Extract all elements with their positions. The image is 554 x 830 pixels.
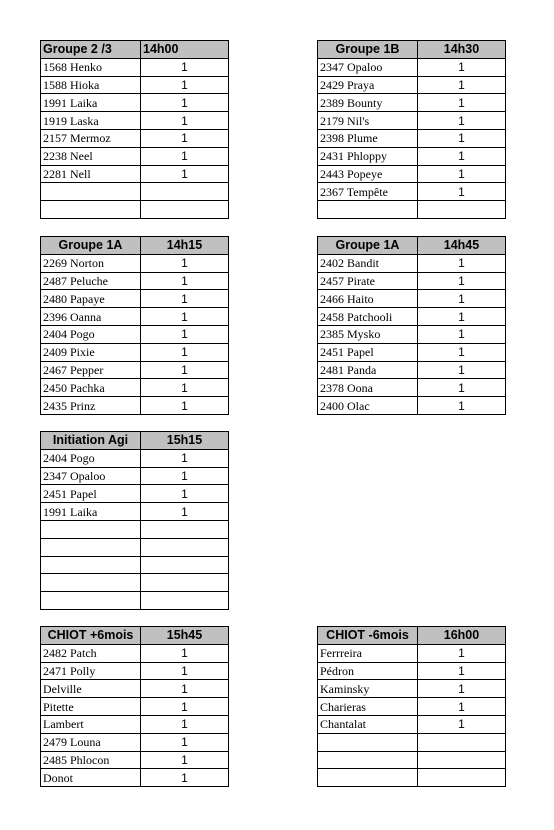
count-cell: 1 bbox=[141, 698, 229, 716]
table-row bbox=[318, 94, 506, 112]
table-row bbox=[41, 94, 229, 112]
dog-name-cell bbox=[41, 592, 141, 610]
count-cell: 1 bbox=[141, 397, 229, 415]
table-row bbox=[318, 76, 506, 94]
table-row bbox=[41, 485, 229, 503]
group-title: Groupe 1A bbox=[318, 237, 418, 255]
dog-name-cell bbox=[318, 751, 418, 769]
table-row bbox=[318, 290, 506, 308]
dog-name-cell: 2400 Olac bbox=[318, 397, 418, 415]
count-cell: 1 bbox=[141, 680, 229, 698]
table-row bbox=[318, 58, 506, 76]
group-title: CHIOT +6mois bbox=[41, 627, 141, 645]
count-cell bbox=[418, 201, 506, 219]
table-row bbox=[318, 112, 506, 130]
count-cell: 1 bbox=[418, 698, 506, 716]
table-row bbox=[41, 272, 229, 290]
count-cell bbox=[418, 751, 506, 769]
table-row bbox=[318, 183, 506, 201]
count-cell: 1 bbox=[418, 397, 506, 415]
table-row bbox=[318, 733, 506, 751]
count-cell: 1 bbox=[418, 112, 506, 130]
table-row bbox=[41, 201, 229, 219]
table-row bbox=[41, 769, 229, 787]
group-title: Groupe 1A bbox=[41, 237, 141, 255]
dog-name-cell: 2389 Bounty bbox=[318, 94, 418, 112]
dog-name-cell: 1991 Laika bbox=[41, 94, 141, 112]
group-table-groupe-2-3 bbox=[40, 40, 229, 219]
dog-name-cell: 2450 Pachka bbox=[41, 379, 141, 397]
dog-name-cell: 2443 Popeye bbox=[318, 165, 418, 183]
count-cell: 1 bbox=[418, 129, 506, 147]
count-cell: 1 bbox=[141, 733, 229, 751]
group-time: 14h15 bbox=[141, 237, 229, 255]
group-header bbox=[41, 627, 229, 645]
dog-name-cell: 2458 Patchooli bbox=[318, 308, 418, 326]
dog-name-cell: Lambert bbox=[41, 715, 141, 733]
dog-name-cell bbox=[41, 183, 141, 201]
dog-name-cell bbox=[318, 733, 418, 751]
dog-name-cell bbox=[318, 769, 418, 787]
dog-name-cell: 2269 Norton bbox=[41, 254, 141, 272]
table-row bbox=[318, 644, 506, 662]
group-title: Groupe 2 /3 bbox=[41, 41, 141, 59]
dog-name-cell: 2398 Plume bbox=[318, 129, 418, 147]
table-row bbox=[318, 325, 506, 343]
count-cell: 1 bbox=[141, 254, 229, 272]
table-row bbox=[41, 644, 229, 662]
dog-name-cell: Pitette bbox=[41, 698, 141, 716]
dog-name-cell: 2457 Pirate bbox=[318, 272, 418, 290]
count-cell: 1 bbox=[141, 94, 229, 112]
group-header bbox=[318, 237, 506, 255]
table-row bbox=[318, 715, 506, 733]
count-cell: 1 bbox=[141, 58, 229, 76]
group-table-initiation-agi bbox=[40, 431, 229, 610]
count-cell: 1 bbox=[418, 361, 506, 379]
count-cell: 1 bbox=[141, 361, 229, 379]
table-row bbox=[318, 680, 506, 698]
count-cell: 1 bbox=[141, 503, 229, 521]
group-title: CHIOT -6mois bbox=[318, 627, 418, 645]
count-cell: 1 bbox=[141, 485, 229, 503]
table-row bbox=[41, 147, 229, 165]
dog-name-cell: 2347 Opaloo bbox=[41, 467, 141, 485]
count-cell: 1 bbox=[418, 147, 506, 165]
count-cell: 1 bbox=[418, 94, 506, 112]
count-cell: 1 bbox=[418, 254, 506, 272]
count-cell bbox=[141, 538, 229, 556]
count-cell: 1 bbox=[141, 129, 229, 147]
table-row bbox=[41, 698, 229, 716]
group-header bbox=[41, 432, 229, 450]
group-table-chiot-plus-6mois bbox=[40, 626, 229, 787]
table-row bbox=[41, 58, 229, 76]
group-time: 16h00 bbox=[418, 627, 506, 645]
table-row bbox=[318, 662, 506, 680]
dog-name-cell: 2435 Prinz bbox=[41, 397, 141, 415]
dog-name-cell: 2467 Pepper bbox=[41, 361, 141, 379]
count-cell bbox=[141, 556, 229, 574]
table-row bbox=[318, 379, 506, 397]
count-cell: 1 bbox=[141, 449, 229, 467]
dog-name-cell bbox=[318, 201, 418, 219]
table-row bbox=[41, 397, 229, 415]
dog-name-cell bbox=[41, 538, 141, 556]
table-row bbox=[41, 520, 229, 538]
dog-name-cell: 2479 Louna bbox=[41, 733, 141, 751]
table-row bbox=[318, 129, 506, 147]
count-cell: 1 bbox=[141, 644, 229, 662]
count-cell: 1 bbox=[418, 290, 506, 308]
count-cell: 1 bbox=[418, 662, 506, 680]
count-cell: 1 bbox=[418, 379, 506, 397]
table-row bbox=[41, 680, 229, 698]
count-cell: 1 bbox=[141, 272, 229, 290]
dog-name-cell: 2347 Opaloo bbox=[318, 58, 418, 76]
count-cell: 1 bbox=[141, 662, 229, 680]
dog-name-cell: 2480 Papaye bbox=[41, 290, 141, 308]
table-row bbox=[318, 397, 506, 415]
count-cell: 1 bbox=[141, 769, 229, 787]
table-row bbox=[318, 254, 506, 272]
count-cell: 1 bbox=[418, 644, 506, 662]
table-row bbox=[41, 574, 229, 592]
dog-name-cell: Kaminsky bbox=[318, 680, 418, 698]
dog-name-cell: 1568 Henko bbox=[41, 58, 141, 76]
table-row bbox=[41, 751, 229, 769]
count-cell: 1 bbox=[141, 165, 229, 183]
count-cell bbox=[141, 574, 229, 592]
table-row bbox=[318, 147, 506, 165]
dog-name-cell bbox=[41, 520, 141, 538]
count-cell: 1 bbox=[418, 343, 506, 361]
count-cell: 1 bbox=[418, 76, 506, 94]
table-row bbox=[318, 308, 506, 326]
dog-name-cell: 2378 Oona bbox=[318, 379, 418, 397]
dog-name-cell: 1588 Hioka bbox=[41, 76, 141, 94]
table-row bbox=[41, 112, 229, 130]
count-cell: 1 bbox=[141, 308, 229, 326]
count-cell: 1 bbox=[141, 112, 229, 130]
dog-name-cell bbox=[41, 574, 141, 592]
table-row bbox=[41, 165, 229, 183]
table-row bbox=[318, 751, 506, 769]
count-cell: 1 bbox=[141, 715, 229, 733]
dog-name-cell: 2487 Peluche bbox=[41, 272, 141, 290]
dog-name-cell: Delville bbox=[41, 680, 141, 698]
count-cell: 1 bbox=[141, 379, 229, 397]
group-time: 14h00 bbox=[141, 41, 229, 59]
table-row bbox=[318, 361, 506, 379]
dog-name-cell: Ferrreira bbox=[318, 644, 418, 662]
count-cell: 1 bbox=[418, 272, 506, 290]
dog-name-cell: 2385 Mysko bbox=[318, 325, 418, 343]
dog-name-cell: 2281 Nell bbox=[41, 165, 141, 183]
group-time: 15h45 bbox=[141, 627, 229, 645]
group-table-chiot-minus-6mois bbox=[317, 626, 506, 787]
count-cell bbox=[418, 769, 506, 787]
group-header bbox=[318, 41, 506, 59]
count-cell: 1 bbox=[141, 290, 229, 308]
dog-name-cell: 2451 Papel bbox=[318, 343, 418, 361]
table-row bbox=[41, 467, 229, 485]
dog-name-cell: 2402 Bandit bbox=[318, 254, 418, 272]
dog-name-cell: 2404 Pogo bbox=[41, 325, 141, 343]
count-cell: 1 bbox=[141, 325, 229, 343]
group-header bbox=[318, 627, 506, 645]
table-row bbox=[41, 325, 229, 343]
dog-name-cell: Chantalat bbox=[318, 715, 418, 733]
group-title: Groupe 1B bbox=[318, 41, 418, 59]
group-table-groupe-1a-1445 bbox=[317, 236, 506, 415]
dog-name-cell: 2238 Neel bbox=[41, 147, 141, 165]
group-header bbox=[41, 41, 229, 59]
count-cell bbox=[141, 520, 229, 538]
table-row bbox=[41, 715, 229, 733]
dog-name-cell bbox=[41, 201, 141, 219]
count-cell: 1 bbox=[418, 183, 506, 201]
count-cell bbox=[141, 592, 229, 610]
dog-name-cell: 2451 Papel bbox=[41, 485, 141, 503]
group-time: 15h15 bbox=[141, 432, 229, 450]
table-row bbox=[41, 538, 229, 556]
table-row bbox=[318, 272, 506, 290]
dog-name-cell: 2482 Patch bbox=[41, 644, 141, 662]
table-row bbox=[41, 254, 229, 272]
dog-name-cell: 2466 Haito bbox=[318, 290, 418, 308]
group-title: Initiation Agi bbox=[41, 432, 141, 450]
count-cell: 1 bbox=[418, 680, 506, 698]
table-row bbox=[41, 343, 229, 361]
table-row bbox=[41, 308, 229, 326]
dog-name-cell: 2481 Panda bbox=[318, 361, 418, 379]
table-row bbox=[41, 379, 229, 397]
table-row bbox=[41, 503, 229, 521]
count-cell: 1 bbox=[418, 308, 506, 326]
count-cell: 1 bbox=[141, 467, 229, 485]
dog-name-cell: 2471 Polly bbox=[41, 662, 141, 680]
dog-name-cell: 2429 Praya bbox=[318, 76, 418, 94]
group-time: 14h45 bbox=[418, 237, 506, 255]
group-time: 14h30 bbox=[418, 41, 506, 59]
table-row bbox=[318, 165, 506, 183]
table-row bbox=[41, 449, 229, 467]
group-header bbox=[41, 237, 229, 255]
dog-name-cell: 2431 Phloppy bbox=[318, 147, 418, 165]
table-row bbox=[41, 290, 229, 308]
count-cell: 1 bbox=[141, 343, 229, 361]
group-table-groupe-1a-1415 bbox=[40, 236, 229, 415]
dog-name-cell: Charieras bbox=[318, 698, 418, 716]
table-row bbox=[41, 592, 229, 610]
count-cell: 1 bbox=[418, 325, 506, 343]
count-cell: 1 bbox=[141, 751, 229, 769]
table-row bbox=[41, 129, 229, 147]
dog-name-cell: 2404 Pogo bbox=[41, 449, 141, 467]
table-row bbox=[41, 662, 229, 680]
count-cell bbox=[418, 733, 506, 751]
dog-name-cell: Pédron bbox=[318, 662, 418, 680]
table-row bbox=[41, 183, 229, 201]
table-row bbox=[318, 343, 506, 361]
count-cell bbox=[141, 201, 229, 219]
table-row bbox=[318, 201, 506, 219]
table-row bbox=[41, 361, 229, 379]
table-row bbox=[318, 698, 506, 716]
dog-name-cell: 1919 Laska bbox=[41, 112, 141, 130]
table-row bbox=[41, 76, 229, 94]
dog-name-cell: Donot bbox=[41, 769, 141, 787]
dog-name-cell: 2367 Tempête bbox=[318, 183, 418, 201]
group-table-groupe-1b bbox=[317, 40, 506, 219]
dog-name-cell bbox=[41, 556, 141, 574]
count-cell: 1 bbox=[418, 58, 506, 76]
dog-name-cell: 2409 Pixie bbox=[41, 343, 141, 361]
dog-name-cell: 1991 Laika bbox=[41, 503, 141, 521]
count-cell: 1 bbox=[418, 165, 506, 183]
dog-name-cell: 2179 Nil's bbox=[318, 112, 418, 130]
count-cell: 1 bbox=[141, 147, 229, 165]
table-row bbox=[41, 556, 229, 574]
dog-name-cell: 2485 Phlocon bbox=[41, 751, 141, 769]
table-row bbox=[318, 769, 506, 787]
table-row bbox=[41, 733, 229, 751]
count-cell: 1 bbox=[418, 715, 506, 733]
count-cell bbox=[141, 183, 229, 201]
dog-name-cell: 2396 Oanna bbox=[41, 308, 141, 326]
count-cell: 1 bbox=[141, 76, 229, 94]
dog-name-cell: 2157 Mermoz bbox=[41, 129, 141, 147]
